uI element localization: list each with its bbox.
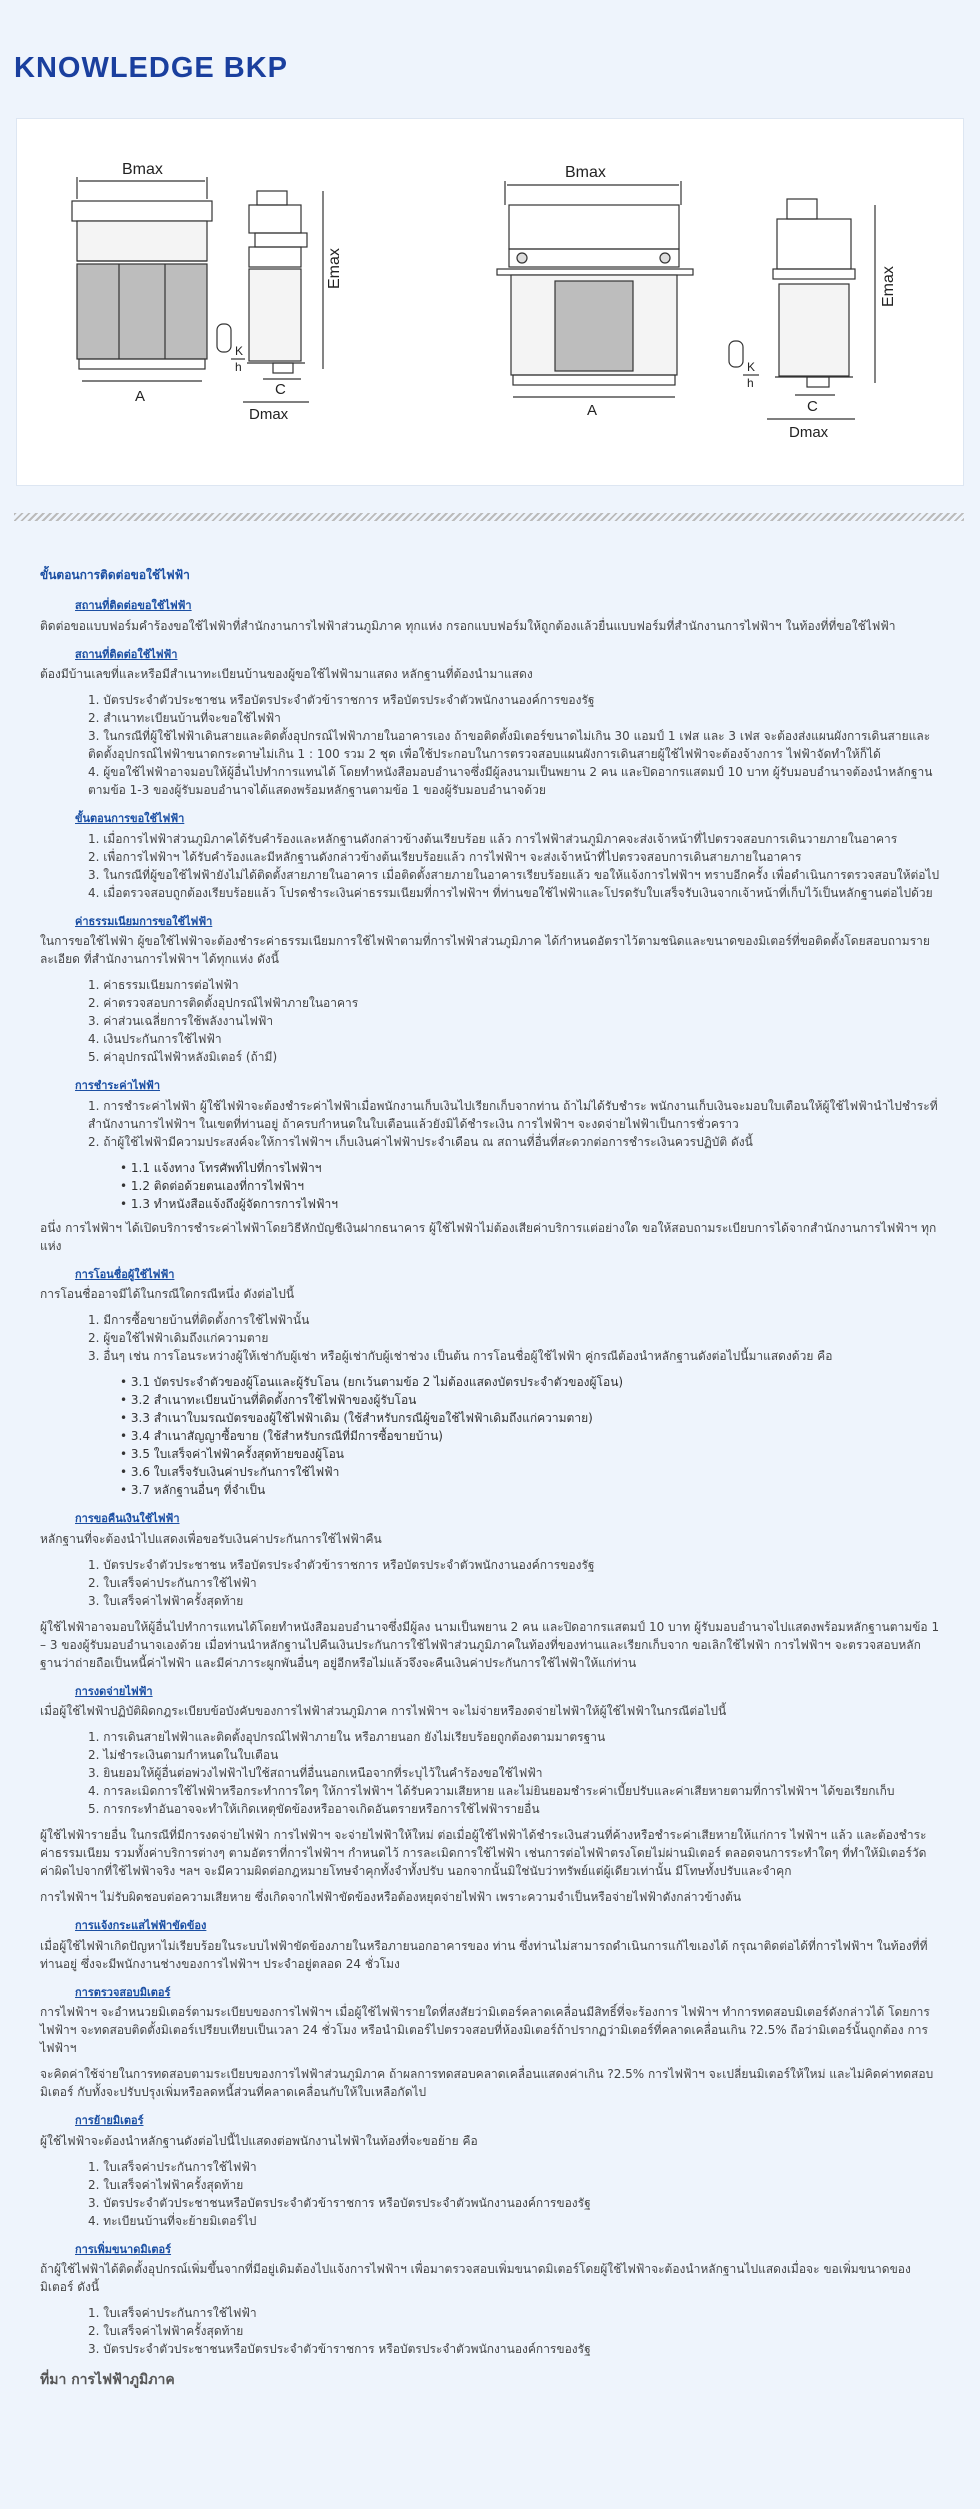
- list-item: 2. ค่าตรวจสอบการติดตั้งอุปกรณ์ไฟฟ้าภายในอาคาร: [88, 996, 359, 1010]
- right-front-view: [497, 164, 693, 419]
- section-text: เมื่อผู้ใช้ไฟฟ้าปฏิบัติผิดกฎระเบียบข้อบังคับของการไฟฟ้าส่วนภูมิภาค การไฟฟ้าฯ จะไม่จ่ายหรืองดจ่ายไฟฟ้าให้ผู้ใช้ไฟฟ้าในกรณีต่อไปนี้: [40, 1704, 727, 1718]
- list-item: 4. เงินประกันการใช้ไฟฟ้า: [88, 1032, 222, 1046]
- section-meter-upgrade: [40, 2242, 940, 2359]
- list-item: 3. บัตรประจำตัวประชาชนหรือบัตรประจำตัวข้าราชการ หรือบัตรประจำตัวพนักงานองค์การของรัฐ: [88, 2342, 591, 2356]
- list-item: 4. ผู้ขอใช้ไฟฟ้าอาจมอบให้ผู้อื่นไปทำการแทนได้ โดยทำหนังสือมอบอำนาจซึ่งมีผู้ลงนามเป็นพยาน 2 คน และปิดอากรแสตมป์ 10 บาท ผู้รับมอบอำนาจต้องนำหลักฐานตามข้อ 1-3 ของผู้รับมอบอำนาจได้แสดงพร้อมหลักฐานตามข้อ 1 ของผู้รับมอบอำนาจด้วย: [88, 765, 933, 797]
- list-item: 4. เมื่อตรวจสอบถูกต้องเรียบร้อยแล้ว โปรดชำระเงินค่าธรรมเนียมที่การไฟฟ้าฯ ที่ท่านขอใช้ไฟฟ้าและโปรดรับใบเสร็จรับเงินจากเจ้าหน้าที่เก็บไว้เป็นหลักฐานต่อไปด้วย: [88, 885, 933, 900]
- h-label-left: h: [235, 360, 242, 374]
- list-item: 2. ใบเสร็จค่าประกันการใช้ไฟฟ้า: [88, 1575, 257, 1590]
- section-title: การย้ายมิเตอร์: [75, 2114, 144, 2127]
- section-meter-check: [40, 1985, 940, 2102]
- bullet-item: • 1.2 ติดต่อด้วยตนเองที่การไฟฟ้าฯ: [120, 1177, 940, 1195]
- list-item: 2. ไม่ชำระเงินตามกำหนดในใบเตือน: [88, 1748, 279, 1762]
- list-item: 1. ค่าธรรมเนียมการต่อไฟฟ้า: [88, 978, 239, 992]
- section-title: สถานที่ติดต่อใช้ไฟฟ้า: [75, 647, 178, 661]
- hatched-divider: [14, 513, 964, 521]
- list-item: 3. ในกรณีที่ผู้ใช้ไฟฟ้าเดินสายและติดตั้งอุปกรณ์ไฟฟ้าภายในอาคารเอง ถ้าขอติดตั้งมิเตอร์ขนาดไม่เกิน 30 แอมป์ 1 เฟส และ 3 เฟส จะต้องส่งแผนผังการเดินสายและติดตั้งอุปกรณ์ไฟฟ้าขนาดกระดาษไม่เกิน 1 : 100 รวม 2 ชุด เพื่อใช้ประกอบในการตรวจสอบแผนผังการเดินสายผู้ใช้ไฟฟ้าจะต้องจ้างการ ไฟฟ้าจัดทำให้ก็ได้: [88, 729, 931, 761]
- section-title: การโอนชื่อผู้ใช้ไฟฟ้า: [75, 1267, 175, 1281]
- list-item: 3. อื่นๆ เช่น การโอนระหว่างผู้ให้เช่ากับผู้เช่า หรือผู้เช่ากับผู้เช่าช่วง เป็นต้น การโอนชื่อผู้ใช้ไฟฟ้า คู่กรณีต้องนำหลักฐานดังต่อไปนี้มาแสดงด้วย คือ: [88, 1349, 833, 1363]
- bullet-item: • 3.4 สำเนาสัญญาซื้อขาย (ใช้สำหรับกรณีที่มีการซื้อขายบ้าน): [120, 1427, 940, 1445]
- article-heading: ขั้นตอนการติดต่อขอใช้ไฟฟ้า: [40, 568, 190, 582]
- list-item: 4. ทะเบียนบ้านที่จะย้ายมิเตอร์ไป: [88, 2213, 257, 2228]
- h-label-right: h: [747, 376, 754, 390]
- section-title: ค่าธรรมเนียมการขอใช้ไฟฟ้า: [75, 914, 213, 928]
- c-label-left: C: [275, 381, 286, 398]
- left-side-view: [217, 191, 343, 423]
- section-note: ผู้ใช้ไฟฟ้ารายอื่น ในกรณีที่มีการงดจ่ายไฟฟ้า การไฟฟ้าฯ จะจ่ายไฟฟ้าให้ใหม่ ต่อเมื่อผู้ใช้ไฟฟ้าได้ชำระเงินส่วนที่ค้างหรือชำระค่าเสียหายให้แก่การ ไฟฟ้าฯ แล้ว และต้องชำระค่าธรรมเนียม รวมทั้งค่าบริการต่างๆ ตามอัตราที่การไฟฟ้าฯ กำหนดไว้ การละเมิดการใช้ไฟฟ้า เช่นการต่อไฟฟ้าตรงโดยไม่ผ่านมิเตอร์ ตลอดจนการระทำใดๆ ที่ทำให้มิเตอร์วัดค่าผิดไปจากที่ใช้ไฟฟ้าจริง ฯลฯ จะมีความผิดต่อกฎหมายโทษจำคุกทั้งจำทั้งปรับ นอกจากนั้นมิใช่นับว่าทรัพย์แต่ผู้เดียวเท่านั้น มีโทษทั้งปรับและจำคุก: [40, 1828, 927, 1878]
- list-item: 1. การชำระค่าไฟฟ้า ผู้ใช้ไฟฟ้าจะต้องชำระค่าไฟฟ้าเมื่อพนักงานเก็บเงินไปเรียกเก็บจากท่าน ถ้าไม่ได้รับชำระ พนักงานเก็บเงินจะมอบใบเตือนให้ผู้ใช้ไฟฟ้านำไปชำระที่สำนักงานการไฟฟ้าฯ ในเขตที่ท่านอยู่ ถ้าครบกำหนดในใบเตือนแล้วยังมิได้ชำระเงิน การไฟฟ้าฯ จะงดจ่ายไฟฟ้าเป็นการชั่วคราว: [88, 1098, 938, 1131]
- list-item: 1. ใบเสร็จค่าประกันการใช้ไฟฟ้า: [88, 2159, 257, 2174]
- section-text: เมื่อผู้ใช้ไฟฟ้าเกิดปัญหาไม่เรียบร้อยในระบบไฟฟ้าขัดข้องภายในหรือภายนอกอาคารของ ท่าน ซึ่งท่านไม่สามารถดำเนินการแก้ไขเองได้ กรุณาติดต่อได้ที่การไฟฟ้าฯ ในท้องที่ที่ท่านอยู่ ซึ่งจะมีพนักงานช่างของการไฟฟ้าฯ ประจำอยู่ตลอด 24 ชั่วโมง: [40, 1938, 928, 1971]
- section-contact-place: [40, 598, 940, 635]
- list-item: 2. ผู้ขอใช้ไฟฟ้าเดิมถึงแก่ความตาย: [88, 1331, 269, 1345]
- section-payment: [40, 1078, 940, 1255]
- dmax-label-right: Dmax: [789, 424, 829, 441]
- list-item: 2. เพื่อการไฟฟ้าฯ ได้รับคำร้องและมีหลักฐานดังกล่าวข้างต้นเรียบร้อยแล้ว การไฟฟ้าฯ จะส่งเจ้าหน้าที่ไปตรวจสอบการเดินสายภายในอาคาร: [88, 849, 802, 864]
- list-item: 1. บัตรประจำตัวประชาชน หรือบัตรประจำตัวข้าราชการ หรือบัตรประจำตัวพนักงานองค์การของรัฐ: [88, 1557, 595, 1572]
- a-label-left: A: [135, 388, 146, 405]
- section-text: การไฟฟ้าฯ จะอำหนวยมิเตอร์ตามระเบียบของการไฟฟ้าฯ เมื่อผู้ใช้ไฟฟ้ารายใดที่สงสัยว่ามิเตอร์คลาดเคลื่อนมีสิทธิ์ที่จะร้องการ ไฟฟ้าฯ ทำการทดสอบมิเตอร์ดังกล่าวได้ โดยการไฟฟ้าฯ จะทดสอบติดตั้งมิเตอร์เปรียบเทียบเป็นเวลา 24 ชั่วโมง หรือนำมิเตอร์ไปตรวจสอบที่ห้องมิเตอร์ถ้าปรากฏว่ามิเตอร์ที่คลาดเคลื่อนเกิน ?2.5% ถือว่ามิเตอร์นั้นถูกต้อง การไฟฟ้าฯ: [40, 2005, 930, 2055]
- emax-label-left: Emax: [326, 248, 343, 289]
- list-item: 1. การเดินสายไฟฟ้าและติดตั้งอุปกรณ์ไฟฟ้าภายใน หรือภายนอก ยังไม่เรียบร้อยถูกต้องตามมาตรฐาน: [88, 1730, 606, 1744]
- section-text: ติดต่อขอแบบฟอร์มคำร้องขอใช้ไฟฟ้าที่สำนักงานการไฟฟ้าส่วนภูมิภาค ทุกแห่ง กรอกแบบฟอร์มให้ถูกต้องแล้วยื่นแบบฟอร์มที่สำนักงานการไฟฟ้าฯ ในท้องที่ที่ขอใช้ไฟฟ้า: [40, 618, 896, 633]
- section-suspension: [40, 1684, 940, 1907]
- section-text: ต้องมีบ้านเลขที่และหรือมีสำเนาทะเบียนบ้านของผู้ขอใช้ไฟฟ้ามาแสดง หลักฐานที่ต้องนำมาแสดง: [40, 667, 533, 681]
- section-transfer: [40, 1267, 940, 1500]
- section-refund: [40, 1511, 940, 1672]
- list-item: 3. ใบเสร็จค่าไฟฟ้าครั้งสุดท้าย: [88, 1593, 244, 1608]
- section-fees: [40, 914, 940, 1067]
- section-note: อนึ่ง การไฟฟ้าฯ ได้เปิดบริการชำระค่าไฟฟ้าโดยวิธีหักบัญชีเงินฝากธนาคาร ผู้ใช้ไฟฟ้าไม่ต้องเสียค่าบริการแต่อย่างใด ขอให้สอบถามระเบียบการได้จากสำนักงานการไฟฟ้าฯ ทุกแห่ง: [40, 1220, 937, 1253]
- section-title: การเพิ่มขนาดมิเตอร์: [75, 2242, 172, 2256]
- emax-label-right: Emax: [880, 266, 897, 307]
- bullet-item: • 3.5 ใบเสร็จค่าไฟฟ้าครั้งสุดท้ายของผู้โอน: [120, 1445, 940, 1463]
- section-meter-move: [40, 2113, 940, 2230]
- right-side-view: [729, 199, 897, 441]
- source-credit: ที่มา การไฟฟ้าภูมิภาค: [40, 2372, 175, 2388]
- list-item: 1. ใบเสร็จค่าประกันการใช้ไฟฟ้า: [88, 2306, 257, 2320]
- list-item: 2. สำเนาทะเบียนบ้านที่จะขอใช้ไฟฟ้า: [88, 711, 281, 725]
- bullet-item: • 3.3 สำเนาใบมรณบัตรของผู้ใช้ไฟฟ้าเดิม (ใช้สำหรับกรณีผู้ขอใช้ไฟฟ้าเดิมถึงแก่ความตาย): [120, 1409, 940, 1427]
- list-item: 5. การกระทำอันอาจจะทำให้เกิดเหตุขัดข้องหรืออาจเกิดอันตรายหรือการใช้ไฟฟ้ารายอื่น: [88, 1802, 540, 1816]
- list-item: 3. บัตรประจำตัวประชาชนหรือบัตรประจำตัวข้าราชการ หรือบัตรประจำตัวพนักงานองค์การของรัฐ: [88, 2195, 591, 2210]
- section-text: ผู้ใช้ไฟฟ้าจะต้องนำหลักฐานดังต่อไปนี้ไปแสดงต่อพนักงานไฟฟ้าในท้องที่จะขอย้าย คือ: [40, 2133, 478, 2148]
- list-item: 2. ใบเสร็จค่าไฟฟ้าครั้งสุดท้าย: [88, 2324, 244, 2338]
- section-note: ผู้ใช้ไฟฟ้าอาจมอบให้ผู้อื่นไปทำการแทนได้โดยทำหนังสือมอบอำนาจซึ่งมีผู้ลง นามเป็นพยาน 2 คน และปิดอากรแสตมป์ 10 บาท ผู้รับมอบอำนาจไปแสดงพร้อมหลักฐานตามข้อ 1 – 3 ของผู้รับมอบอำนาจเองด้วย เมื่อท่านนำหลักฐานไปคืนเงินประกันการใช้ไฟฟ้าส่วนภูมิภาคในท้องที่ของท่านและเรียกเก็บจาก ขอเลิกใช้ไฟฟ้า การไฟฟ้าฯ จะตรวจสอบหลักฐานว่าถ่ายถือเป็นหนี้ค่าไฟฟ้า และมีค่าภาระผูกพันอื่นๆ อยู่อีกหรือไม่แล้วจึงจะคืนเงินค่าประกันการใช้ไฟฟ้าให้แก่ท่าน: [40, 1619, 940, 1670]
- k-label-right: K: [747, 360, 756, 374]
- k-label-left: K: [235, 344, 244, 358]
- bullet-item: • 3.7 หลักฐานอื่นๆ ที่จำเป็น: [120, 1481, 940, 1499]
- bullet-item: • 3.2 สำเนาทะเบียนบ้านที่ติดตั้งการใช้ไฟฟ้าของผู้รับโอน: [120, 1391, 940, 1409]
- section-title: การขอคืนเงินใช้ไฟฟ้า: [75, 1512, 180, 1525]
- list-item: 3. ในกรณีที่ผู้ขอใช้ไฟฟ้ายังไม่ได้ติดตั้งสายภายในอาคาร เมื่อติดตั้งสายภายในอาคารเรียบร้อยแล้ว ขอให้แจ้งการไฟฟ้าฯ ทราบอีกครั้ง เพื่อดำเนินการตรวจสอบให้ต่อไป: [88, 867, 940, 882]
- section-note: การไฟฟ้าฯ ไม่รับผิดชอบต่อความเสียหาย ซึ่งเกิดจากไฟฟ้าขัดข้องหรือต้องหยุดจ่ายไฟฟ้า เพราะความจำเป็นหรือจ่ายไฟฟ้าดังกล่าวข้างต้น: [40, 1890, 742, 1904]
- list-item: 2. ถ้าผู้ใช้ไฟฟ้ามีความประสงค์จะให้การไฟฟ้าฯ เก็บเงินค่าไฟฟ้าประจำเดือน ณ สถานที่อื่นที่สะดวกต่อการชำระเงินควรปฏิบัติ ดังนี้: [88, 1134, 753, 1149]
- bullet-item: • 1.1 แจ้งทาง โทรศัพท์ไปที่การไฟฟ้าฯ: [120, 1159, 940, 1177]
- left-front-view: [72, 161, 212, 405]
- section-title: การแจ้งกระแสไฟฟ้าขัดข้อง: [75, 1919, 207, 1932]
- list-item: 1. เมื่อการไฟฟ้าส่วนภูมิภาคได้รับคำร้องและหลักฐานดังกล่าวข้างต้นเรียบร้อย แล้ว การไฟฟ้าส่วนภูมิภาคจะส่งเจ้าหน้าที่ไปตรวจสอบการเดินวายภายในอาคาร: [88, 831, 898, 846]
- bmax-label-right: Bmax: [565, 164, 606, 181]
- section-text: การโอนชื่ออาจมีได้ในกรณีใดกรณีหนึ่ง ดังต่อไปนี้: [40, 1287, 295, 1301]
- bmax-label-left: Bmax: [122, 161, 163, 178]
- bullet-item: • 1.3 ทำหนังสือแจ้งถึงผู้จัดการการไฟฟ้าฯ: [120, 1195, 940, 1213]
- section-text: ในการขอใช้ไฟฟ้า ผู้ขอใช้ไฟฟ้าจะต้องชำระค่าธรรมเนียมการใช้ไฟฟ้าตามที่การไฟฟ้าส่วนภูมิภาค ได้กำหนดอัตราไว้ตามชนิดและขนาดของมิเตอร์ที่ขอติดตั้งโดยสอบถามรายละเอียด ที่สำนักงานการไฟฟ้าฯ ได้ทุกแห่ง ดังนี้: [40, 934, 930, 966]
- section-title: ขั้นตอนการขอใช้ไฟฟ้า: [75, 812, 185, 825]
- brand-logo: KNOWLEDGE BKP: [14, 52, 288, 84]
- section-procedure: [40, 811, 940, 902]
- list-item: 3. ยินยอมให้ผู้อื่นต่อพ่วงไฟฟ้าไปใช้สถานที่อื่นนอกเหนือจากที่ระบุไว้ในคำร้องขอใช้ไฟฟ้า: [88, 1766, 543, 1780]
- dmax-label-left: Dmax: [249, 406, 289, 423]
- list-item: 5. ค่าอุปกรณ์ไฟฟ้าหลังมิเตอร์ (ถ้ามี): [88, 1050, 278, 1064]
- list-item: 2. ใบเสร็จค่าไฟฟ้าครั้งสุดท้าย: [88, 2177, 244, 2192]
- section-usage-place: [40, 647, 940, 800]
- section-text: จะคิดค่าใช้จ่ายในการทดสอบตามระเบียบของการไฟฟ้าส่วนภูมิภาค ถ้าผลการทดสอบคลาดเคลื่อนแสดงค่าเกิน ?2.5% การไฟฟ้าฯ จะเปลี่ยนมิเตอร์ให้ใหม่ และไม่คิดค่าทดสอบมิเตอร์ กับทั้งจะปรับปรุงเพิ่มหรือลดหนี้ส่วนที่คลาดเคลื่อนกับให้ใบเหลือกัดไป: [40, 2067, 934, 2099]
- list-item: 4. การละเมิดการใช้ไฟฟ้าหรือกระทำการใดๆ ให้การไฟฟ้าฯ ได้รับความเสียหาย และไม่ยินยอมชำระค่าเบี้ยปรับและค่าเสียหายตามที่การไฟฟ้าฯ ได้ขอเรียกเก็บ: [88, 1784, 895, 1798]
- section-title: สถานที่ติดต่อขอใช้ไฟฟ้า: [75, 599, 192, 612]
- section-text: ถ้าผู้ใช้ไฟฟ้าได้ติดตั้งอุปกรณ์เพิ่มขึ้นจากที่มีอยู่เดิมต้องไปแจ้งการไฟฟ้าฯ เพื่อมาตรวจสอบเพิ่มขนาดมิเตอร์โดยผู้ใช้ไฟฟ้าจะต้องนำหลักฐานไปแสดงเมื่อจะ ขอเพิ่มขนาดของมิเตอร์ ดังนี้: [40, 2262, 911, 2294]
- list-item: 1. บัตรประจำตัวประชาชน หรือบัตรประจำตัวข้าราชการ หรือบัตรประจำตัวพนักงานองค์การของรัฐ: [88, 693, 595, 707]
- transformer-drawing: [16, 118, 964, 486]
- c-label-right: C: [807, 398, 818, 415]
- section-title: การตรวจสอบมิเตอร์: [75, 1985, 171, 1999]
- section-title: การชำระค่าไฟฟ้า: [75, 1079, 161, 1092]
- section-title: การงดจ่ายไฟฟ้า: [75, 1684, 153, 1698]
- bullet-item: • 3.1 บัตรประจำตัวของผู้โอนและผู้รับโอน (ยกเว้นตามข้อ 2 ไม่ต้องแสดงบัตรประจำตัวของผู้โอน): [120, 1373, 940, 1391]
- section-outage-report: [40, 1918, 940, 1973]
- list-item: 1. มีการซื้อขายบ้านที่ติดตั้งการใช้ไฟฟ้านั้น: [88, 1313, 310, 1327]
- section-text: หลักฐานที่จะต้องนำไปแสดงเพื่อขอรับเงินค่าประกันการใช้ไฟฟ้าคืน: [40, 1531, 382, 1546]
- a-label-right: A: [587, 402, 598, 419]
- article-body: [40, 566, 940, 2391]
- list-item: 3. ค่าส่วนเฉลี่ยการใช้พลังงานไฟฟ้า: [88, 1014, 274, 1028]
- bullet-item: • 3.6 ใบเสร็จรับเงินค่าประกันการใช้ไฟฟ้า: [120, 1463, 940, 1481]
